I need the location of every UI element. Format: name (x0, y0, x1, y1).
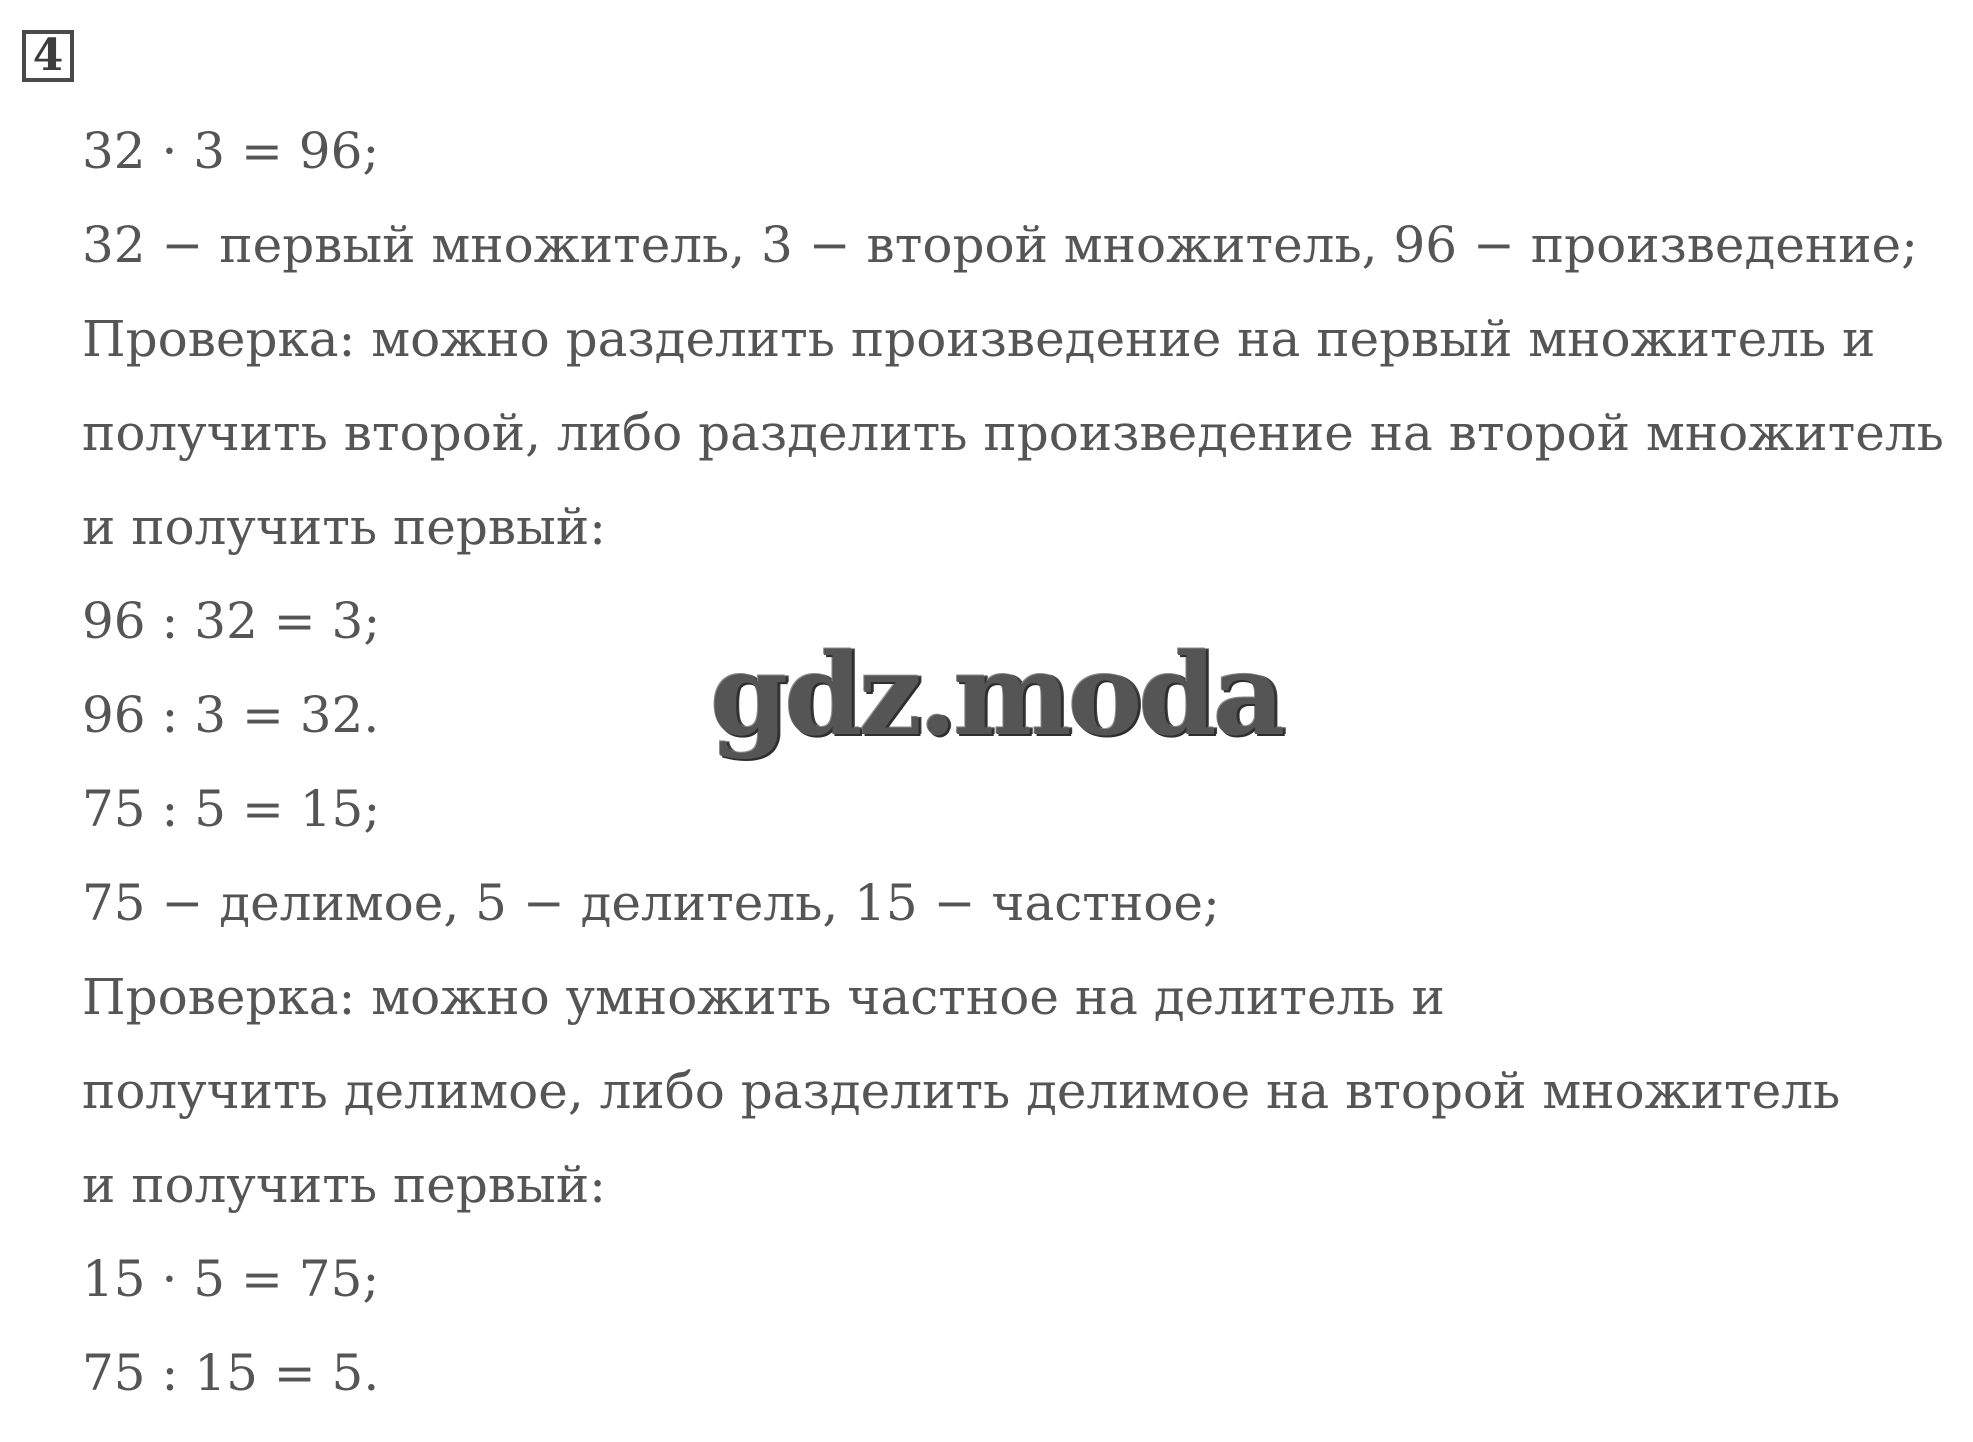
text-line: 15 · 5 = 75; (82, 1250, 380, 1308)
text-line: Проверка: можно разделить произведение на первый множитель и (82, 310, 1876, 368)
text-line: 32 − первый множитель, 3 − второй множитель, 96 − произведение; (82, 216, 1918, 274)
text-line: 32 · 3 = 96; (82, 122, 380, 180)
text-line: 96 : 3 = 32. (82, 686, 380, 744)
text-line: 96 : 32 = 3; (82, 592, 381, 650)
text-line: получить второй, либо разделить произведение на второй множитель (82, 404, 1944, 462)
text-line: 75 : 5 = 15; (82, 780, 381, 838)
text-line: получить делимое, либо разделить делимое на второй множитель (82, 1062, 1841, 1120)
text-line: Проверка: можно умножить частное на делитель и (82, 968, 1445, 1026)
watermark-logo: gdz.moda (710, 630, 1282, 761)
text-line: 75 − делимое, 5 − делитель, 15 − частное; (82, 874, 1220, 932)
text-line: и получить первый: (82, 1156, 607, 1214)
solution-text (82, 112, 1944, 1428)
text-line: 75 : 15 = 5. (82, 1344, 380, 1402)
task-number-badge: 4 (22, 30, 74, 82)
text-line: и получить первый: (82, 498, 607, 556)
